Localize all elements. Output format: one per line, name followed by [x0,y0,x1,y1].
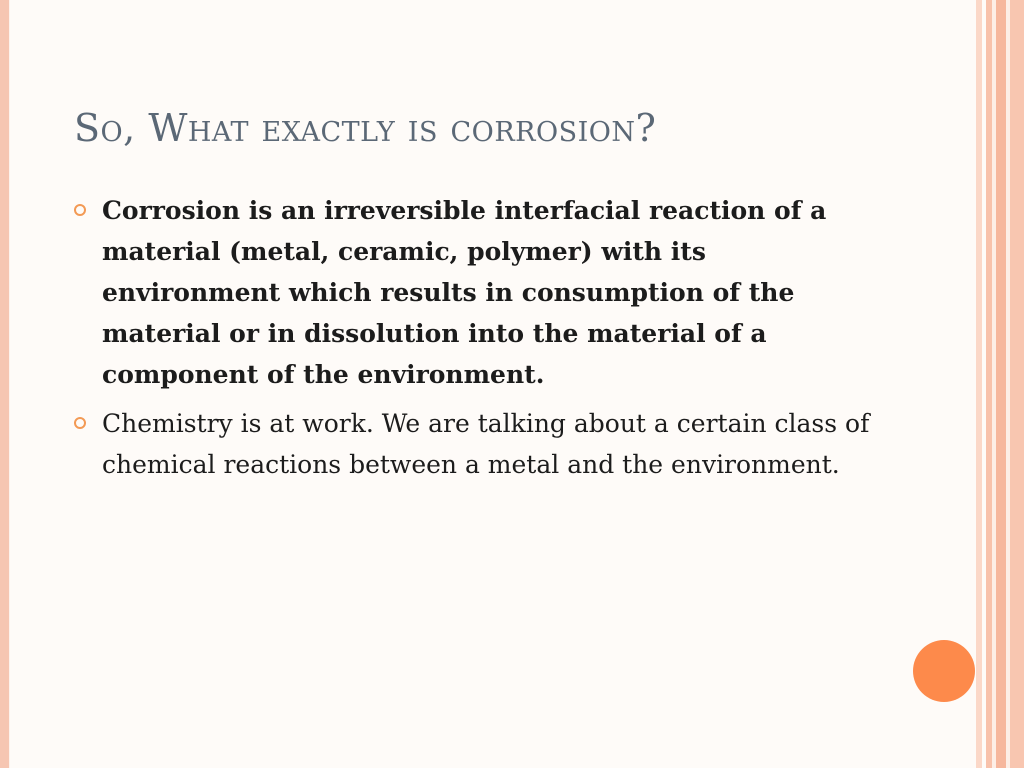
bullet-item [74,190,884,395]
bullet-circle-icon [74,417,86,429]
slide [10,0,976,768]
right-decorative-stripe [996,0,1006,768]
bullet-text: Chemistry is at work. We are talking about a certain class of chemical reactions between a metal and the environment. [102,409,870,479]
right-decorative-stripe [1010,0,1024,768]
accent-circle [913,640,975,702]
bullet-circle-icon [74,204,86,216]
slide-title: So, What exactly is corrosion? [74,106,657,150]
bullet-item [74,403,884,485]
bullet-list [74,190,884,493]
bullet-text: Corrosion is an irreversible interfacial reaction of a material (metal, ceramic, polymer) with its environment which results in consumption of the material or in dissolution into the material of a component of the environment. [102,196,827,389]
left-decorative-stripe [0,0,9,768]
